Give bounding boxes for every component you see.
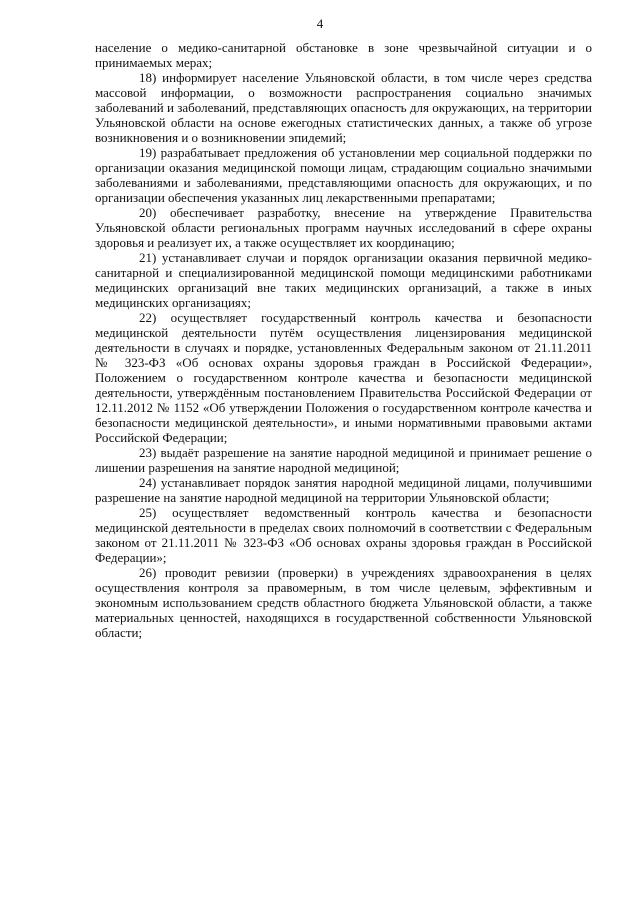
paragraph-25: 25) осуществляет ведомственный контроль качества и безопасности медицинской деятельности в пределах своих полномочий в соответствии с Федеральным законом от 21.11.2011 № 323-ФЗ «Об основах охраны здоровья граждан в Российской Федерации»; [95,505,592,565]
paragraph-24: 24) устанавливает порядок занятия народной медициной лицами, получившими разрешение на занятие народной медициной на территории Ульяновской области; [95,475,592,505]
paragraph-26: 26) проводит ревизии (проверки) в учреждениях здравоохранения в целях осуществления контроля за правомерным, в том числе целевым, эффективным и экономным использованием средств областного бюджета Ульяновской области, а также материальных ценностей, находящихся в государственной собственности Ульяновской области; [95,565,592,640]
paragraph-continuation: население о медико-санитарной обстановке в зоне чрезвычайной ситуации и о принимаемых мерах; [95,40,592,70]
paragraph-21: 21) устанавливает случаи и порядок организации оказания первичной медико-санитарной и специализированной медицинской помощи медицинскими работниками медицинских организаций вне таких медицинских организаций, а также в иных медицинских организациях; [95,250,592,310]
paragraph-19: 19) разрабатывает предложения об установлении мер социальной поддержки по организации оказания медицинской помощи лицам, страдающим социально значимыми заболеваниями и заболеваниями, представляющими опасность для окружающих, и по организации обеспечения указанных лиц лекарственными препаратами; [95,145,592,205]
paragraph-22: 22) осуществляет государственный контроль качества и безопасности медицинской деятельности путём осуществления лицензирования медицинской деятельности в случаях и порядке, установленных Федеральным законом от 21.11.2011 № 323-ФЗ «Об основах охраны здоровья граждан в Российской Федерации», Положением о государственном контроле качества и безопасности медицинской деятельности, утверждённым постановлением Правительства Российской Федерации от 12.11.2012 № 1152 «Об утверждении Положения о государственном контроле качества и безопасности медицинской деятельности», и иными нормативными правовыми актами Российской Федерации; [95,310,592,445]
paragraph-23: 23) выдаёт разрешение на занятие народной медициной и принимает решение о лишении разрешения на занятие народной медициной; [95,445,592,475]
document-body [95,40,592,640]
page-number: 4 [316,16,324,31]
paragraph-18: 18) информирует население Ульяновской области, в том числе через средства массовой информации, о возможности распространения социально значимых заболеваний и заболеваний, представляющих опасность для окружающих, на территории Ульяновской области на основе ежегодных статистических данных, а также об угрозе возникновения и о возникновении эпидемий; [95,70,592,145]
paragraph-20: 20) обеспечивает разработку, внесение на утверждение Правительства Ульяновской области региональных программ научных исследований в сфере охраны здоровья и реализует их, а также осуществляет их координацию; [95,205,592,250]
